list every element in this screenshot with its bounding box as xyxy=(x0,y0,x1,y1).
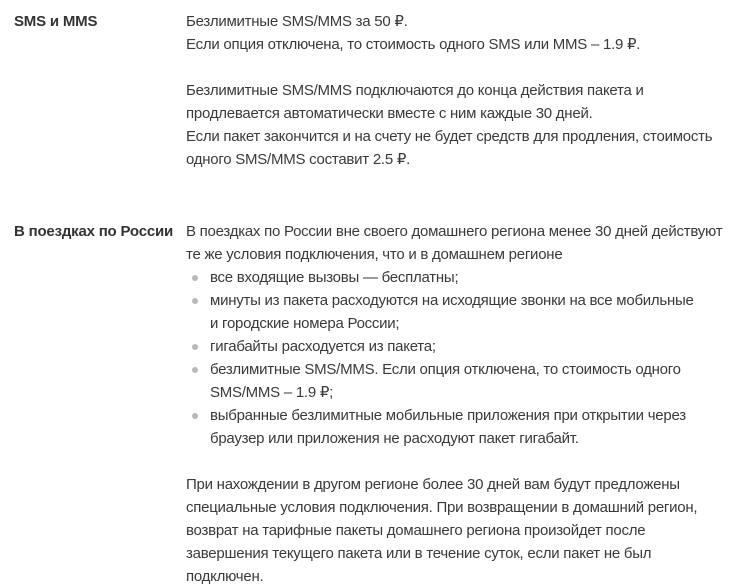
paragraph xyxy=(186,79,735,171)
list-item-text xyxy=(210,266,458,289)
text-line: возврат на тарифные пакеты домашнего региона произойдет после xyxy=(186,522,646,539)
section-travel-russia xyxy=(14,220,735,588)
bullet-icon xyxy=(192,275,198,281)
text-line: выбранные безлимитные мобильные приложения при открытии через xyxy=(210,407,686,424)
list-item-text xyxy=(210,335,436,358)
text-line: SMS/MMS – 1.9 ₽; xyxy=(210,384,334,401)
text-line: браузер или приложения не расходуют пакет гигабайт. xyxy=(210,430,579,447)
list-item xyxy=(186,289,735,335)
bullet-icon xyxy=(192,344,198,350)
text-line: безлимитные SMS/MMS. Если опция отключена, то стоимость одного xyxy=(210,361,681,378)
text-line: все входящие вызовы — бесплатны; xyxy=(210,269,459,286)
text-line: завершения текущего пакета или в течение суток, если пакет не был xyxy=(186,545,652,562)
text-line: одного SMS/MMS составит 2.5 ₽. xyxy=(186,151,411,168)
text-line: Безлимитные SMS/MMS подключаются до конца действия пакета и xyxy=(186,82,644,99)
section-sms-mms xyxy=(14,10,735,171)
paragraph xyxy=(186,473,735,588)
text-line: те же условия подключения, что и в домашнем регионе xyxy=(186,246,563,263)
bullet-icon xyxy=(192,367,198,373)
list-item xyxy=(186,358,735,404)
bullet-icon xyxy=(192,413,198,419)
text-line: Если пакет закончится и на счету не будет средств для продления, стоимость xyxy=(186,128,713,145)
bullet-icon xyxy=(192,298,198,304)
text-line: специальные условия подключения. При возвращении в домашний регион, xyxy=(186,499,698,516)
list-item-text xyxy=(210,289,694,335)
section-content xyxy=(186,10,735,171)
text-line: Если опция отключена, то стоимость одного SMS или MMS – 1.9 ₽. xyxy=(186,36,641,53)
text-line: минуты из пакета расходуются на исходящие звонки на все мобильные xyxy=(210,292,694,309)
text-line: продлевается автоматически вместе с ним каждые 30 дней. xyxy=(186,105,593,122)
list-item xyxy=(186,266,735,289)
paragraph xyxy=(186,220,735,266)
list-item-text xyxy=(210,404,686,450)
bullet-list xyxy=(186,266,735,450)
text-line: При нахождении в другом регионе более 30 дней вам будут предложены xyxy=(186,476,680,493)
paragraph xyxy=(186,10,735,56)
text-line: подключен. xyxy=(186,568,264,585)
text-line: Безлимитные SMS/MMS за 50 ₽. xyxy=(186,13,408,30)
text-line: гигабайты расходуется из пакета; xyxy=(210,338,436,355)
section-label: SMS и MMS xyxy=(14,13,98,30)
list-item xyxy=(186,335,735,358)
list-item-text xyxy=(210,358,681,404)
section-content xyxy=(186,220,735,588)
text-line: и городские номера России; xyxy=(210,315,400,332)
section-label: В поездках по России xyxy=(14,223,174,240)
list-item xyxy=(186,404,735,450)
text-line: В поездках по России вне своего домашнего региона менее 30 дней действуют xyxy=(186,223,723,240)
